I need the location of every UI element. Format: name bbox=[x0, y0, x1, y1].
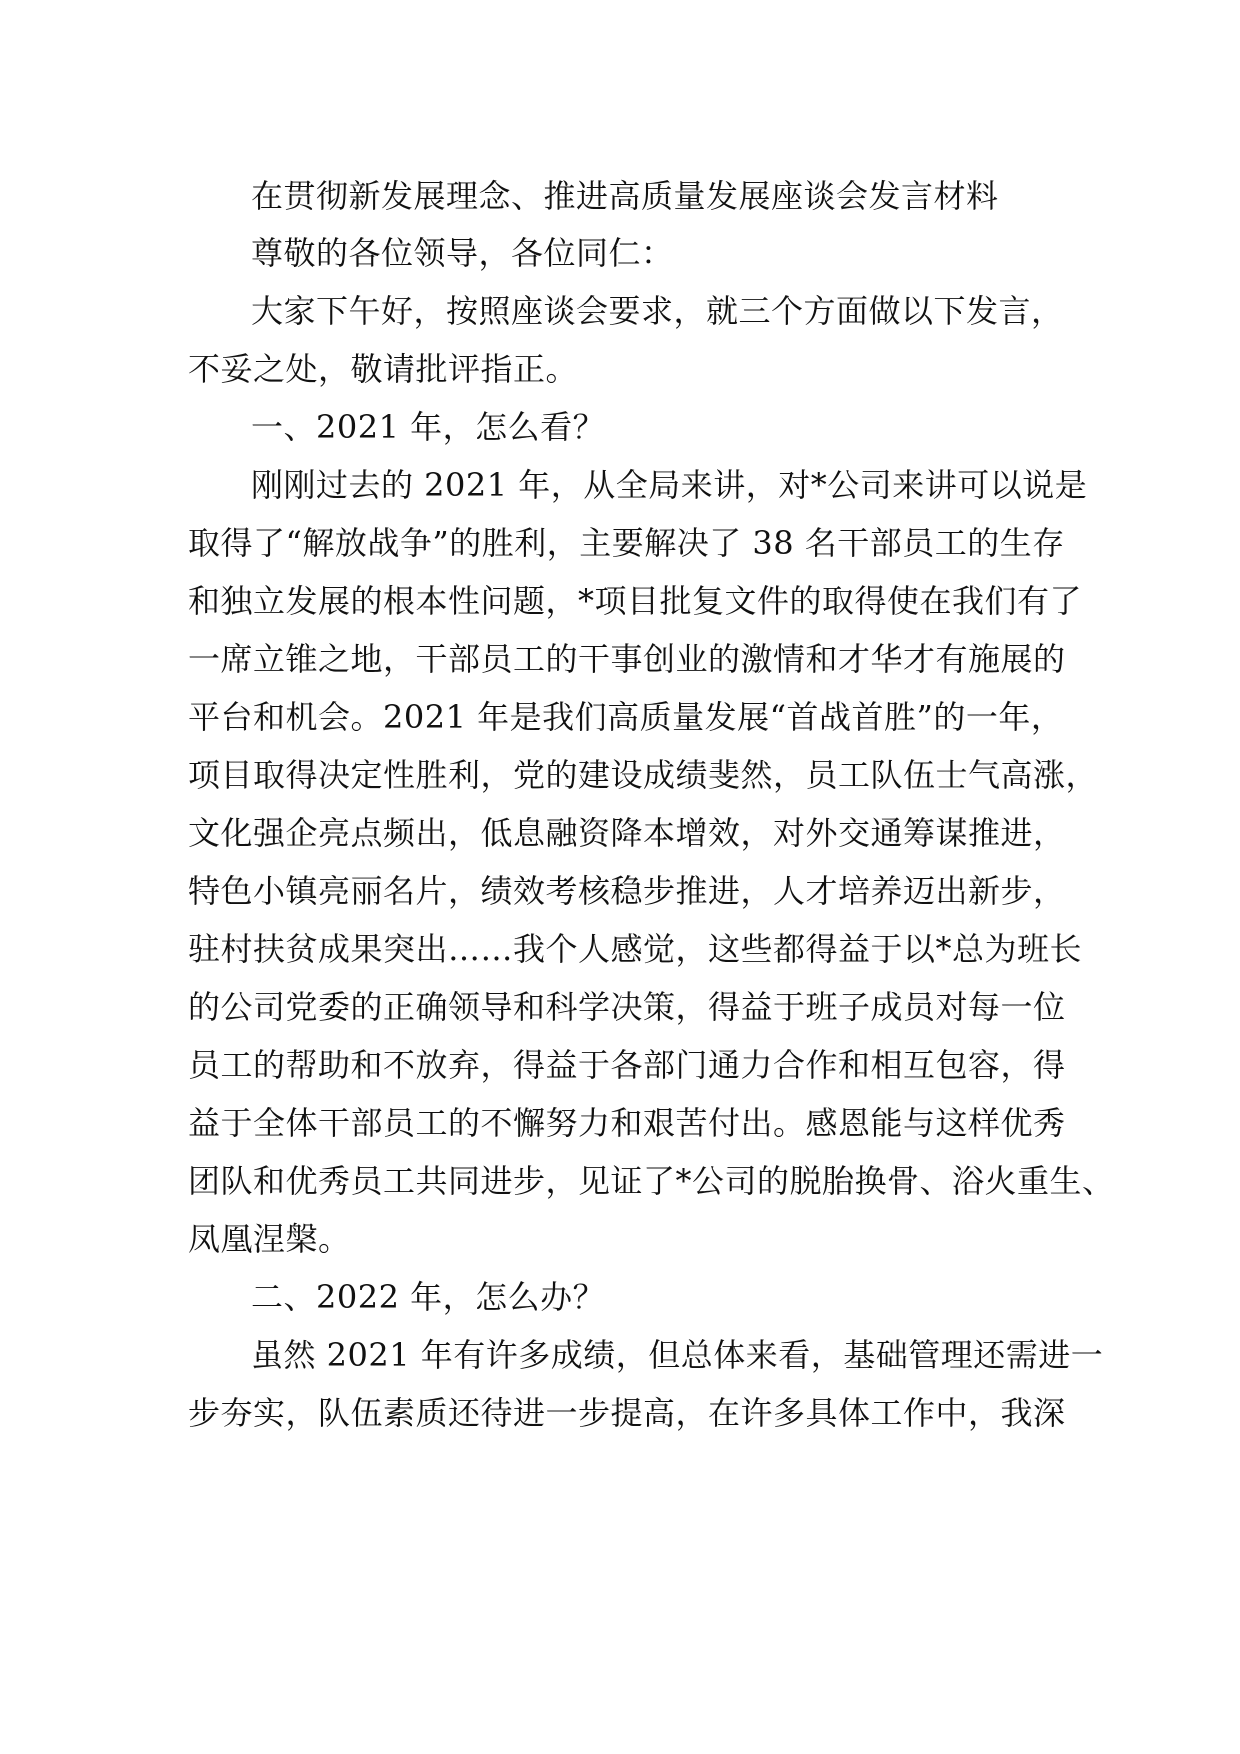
section-heading-2: 二、2022 年，怎么办？ bbox=[251, 1278, 606, 1316]
text-line: 步夯实，队伍素质还待进一步提高，在许多具体工作中，我深 bbox=[188, 1394, 1066, 1432]
text-line: 凤凰涅槃。 bbox=[188, 1220, 351, 1258]
text-line: 驻村扶贫成果突出……我个人感觉，这些都得益于以*总为班长 bbox=[188, 930, 1083, 968]
text-line: 的公司党委的正确领导和科学决策，得益于班子成员对每一位 bbox=[188, 988, 1066, 1026]
salutation: 尊敬的各位领导，各位同仁： bbox=[251, 234, 674, 272]
text-line: 一席立锥之地，干部员工的干事创业的激情和才华才有施展的 bbox=[188, 640, 1066, 678]
text-line: 取得了“解放战争”的胜利，主要解决了 38 名干部员工的生存 bbox=[188, 524, 1065, 562]
text-line: 特色小镇亮丽名片，绩效考核稳步推进，人才培养迈出新步， bbox=[188, 872, 1066, 910]
text-line: 项目取得决定性胜利，党的建设成绩斐然，员工队伍士气高涨， bbox=[188, 756, 1099, 794]
section-heading-1: 一、2021 年，怎么看？ bbox=[251, 408, 606, 446]
text-line: 益于全体干部员工的不懈努力和艰苦付出。感恩能与这样优秀 bbox=[188, 1104, 1066, 1142]
text-line: 不妥之处，敬请批评指正。 bbox=[188, 350, 579, 388]
text-line: 团队和优秀员工共同进步，见证了*公司的脱胎换骨、浴火重生、 bbox=[188, 1162, 1115, 1200]
text-line: 刚刚过去的 2021 年，从全局来讲，对*公司来讲可以说是 bbox=[251, 466, 1088, 504]
text-line: 平台和机会。2021 年是我们高质量发展“首战首胜”的一年， bbox=[188, 698, 1064, 736]
text-line: 文化强企亮点频出，低息融资降本增效，对外交通筹谋推进， bbox=[188, 814, 1066, 852]
text-line: 和独立发展的根本性问题，*项目批复文件的取得使在我们有了 bbox=[188, 582, 1083, 620]
text-line: 大家下午好，按照座谈会要求，就三个方面做以下发言， bbox=[251, 292, 1064, 330]
document-title: 在贯彻新发展理念、推进高质量发展座谈会发言材料 bbox=[251, 177, 999, 215]
text-line: 虽然 2021 年有许多成绩，但总体来看，基础管理还需进一 bbox=[251, 1336, 1104, 1374]
text-line: 员工的帮助和不放弃，得益于各部门通力合作和相互包容，得 bbox=[188, 1046, 1066, 1084]
